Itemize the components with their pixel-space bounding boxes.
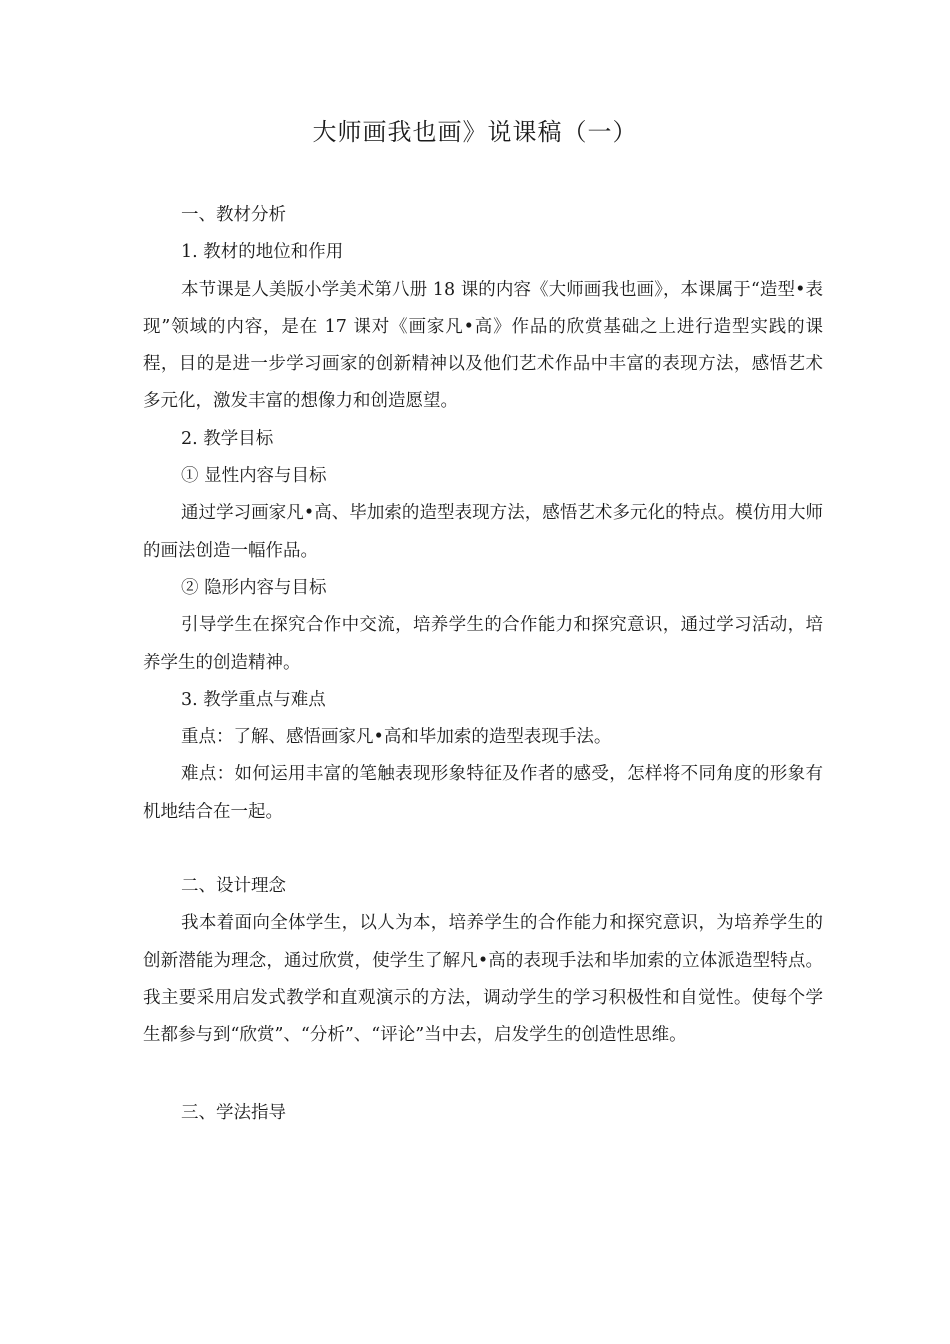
goal-2-text: 引导学生在探究合作中交流，培养学生的合作能力和探究意识，通过学习活动，培养学生的创造精神。 (143, 615, 823, 673)
section-heading-1: 一、教材分析 (181, 205, 286, 225)
goal-1-text: 通过学习画家凡•高、毕加索的造型表现方法，感悟艺术多元化的特点。模仿用大师的画法创造一幅作品。 (143, 503, 823, 561)
spacer (143, 1055, 823, 1095)
goal-1-label: ① 显性内容与目标 (181, 466, 327, 487)
section-heading-2: 二、设计理念 (181, 876, 286, 897)
page-title: 大师画我也画》说课稿（一） (312, 118, 638, 146)
key-point: 重点：了解、感悟画家凡•高和毕加索的造型表现手法。 (181, 727, 612, 748)
paragraph-design-concept: 我本着面向全体学生，以人为本，培养学生的合作能力和探究意识，为培养学生的创新潜能为理念，通过欣赏，使学生了解凡•高的表现手法和毕加索的立体派造型特点。我主要采用启发式教学和直观演示的方法，调动学生的学习积极性和自觉性。使每个学生都参与到“欣赏”、“分析”、“评论”当中去，启发学生的创造性思维。 (143, 913, 823, 1046)
subheading-1: 1. 教材的地位和作用 (181, 242, 344, 263)
subheading-3: 3. 教学重点与难点 (181, 689, 326, 710)
goal-2-label: ② 隐形内容与目标 (181, 577, 327, 598)
difficulty: 难点：如何运用丰富的笔触表现形象特征及作者的感受，怎样将不同角度的形象有机地结合在一起。 (143, 764, 823, 822)
document-body (143, 197, 823, 1132)
section-heading-3: 三、学法指导 (181, 1102, 286, 1123)
paragraph-position-role: 本节课是人美版小学美术第八册 18 课的内容《大师画我也画》，本课属于“造型•表现”领域的内容，是在 17 课对《画家凡•高》作品的欣赏基础之上进行造型实践的课程，目的是进一步学习画家的创新精神以及他们艺术作品中丰富的表现方法，感悟艺术多元化，激发丰富的想像力和创造愿望。 (143, 279, 823, 412)
spacer (143, 831, 823, 868)
subheading-2: 2. 教学目标 (181, 428, 274, 449)
